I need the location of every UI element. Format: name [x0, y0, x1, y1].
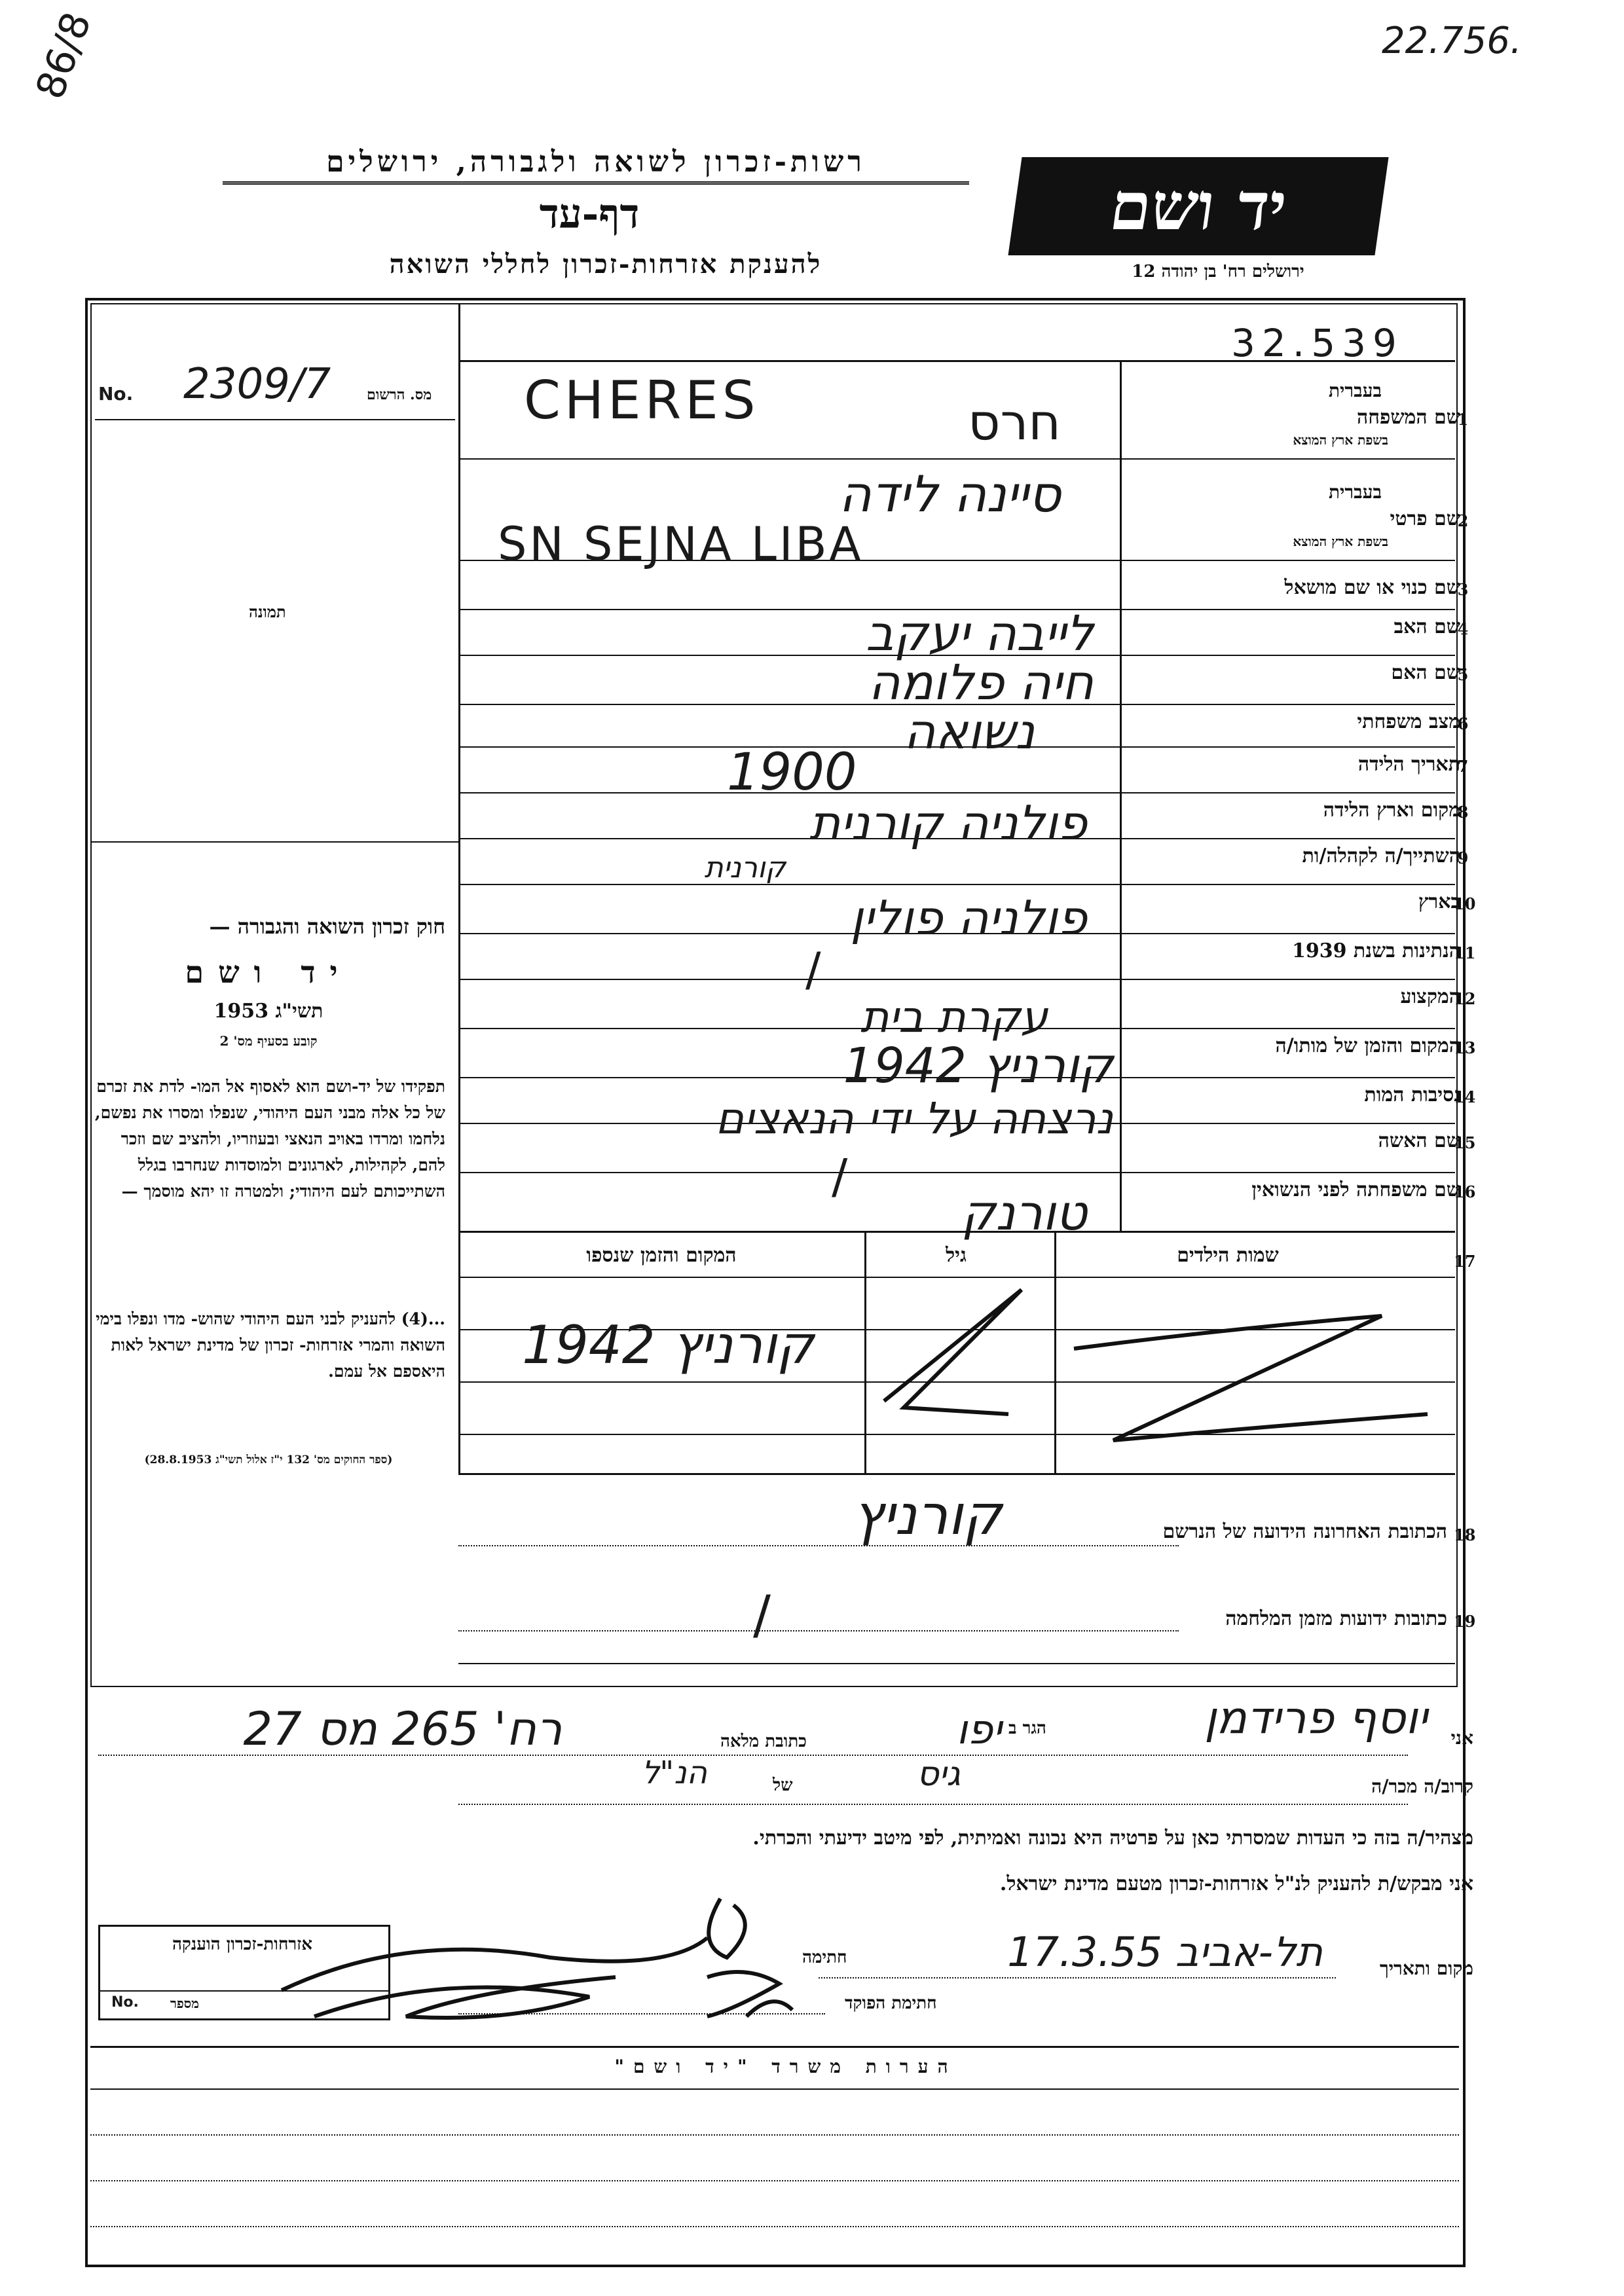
firstname-latin-value[interactable]: SN SEJNA LIBA	[498, 517, 864, 571]
notes-line-4	[90, 2226, 1459, 2227]
row10-number: 10	[1454, 894, 1476, 913]
law-clause: ...(4) להעניק לבני העם היהודי שהוש- מדו ונפלו בימי השואה והמרי אזרחות- זכרון של מדינת ישראל לאות היאספם אל עמם.	[96, 1309, 445, 1381]
row1-origin-label: בשפת ארץ המוצא	[1293, 432, 1388, 448]
row8-label: מקום וארץ הלידה	[1323, 799, 1460, 822]
citizenship-no-label: No.	[111, 1994, 139, 2011]
row12-label: המקצוע	[1400, 985, 1460, 1008]
children-place-header: המקום והזמן שנספו	[586, 1244, 737, 1267]
of-label: של	[773, 1776, 793, 1795]
declaration-ani: אני	[1450, 1727, 1473, 1749]
photo-label: תמונה	[249, 602, 286, 621]
surname-latin-value[interactable]: CHERES	[524, 370, 760, 431]
wartime-address-value[interactable]: /	[753, 1584, 771, 1645]
row8-number: 8	[1457, 803, 1469, 822]
firstname-hebrew-value[interactable]: סיינה לידה	[839, 465, 1061, 523]
wife-name-value[interactable]: /	[832, 1149, 848, 1204]
row2-number: 2	[1457, 511, 1469, 530]
law-name: יד ושם	[185, 955, 352, 990]
row19-line	[458, 1630, 1179, 1631]
office-notes-title: הערות משרד "יד ושם"	[614, 2056, 957, 2077]
notes-line-2	[90, 2134, 1459, 2136]
row1-hebrew-label: בעברית	[1328, 380, 1382, 401]
children-place-time-value[interactable]: קורניץ 1942	[522, 1315, 814, 1376]
officer-signature-label: חתימת הפוקד	[845, 1994, 937, 2013]
profession-value[interactable]: עקרת בית	[860, 992, 1048, 1042]
children-age-header: גיל	[946, 1244, 967, 1267]
row9-label: השתייך/ה לקהלה/ות	[1302, 845, 1460, 867]
row6-label: מצב משפחתי	[1357, 710, 1460, 733]
declaration-statement-2: אני מבקש/ת להעניק לנ"ל אזרחות-זכרון מטעם מדינת ישראל.	[999, 1872, 1473, 1895]
row14-number: 14	[1454, 1087, 1476, 1106]
photo-box-bottom	[90, 841, 458, 843]
law-title: חוק זכרון השואה והגבורה —	[209, 914, 445, 939]
mother-name-value[interactable]: חיה פלומה	[868, 655, 1094, 711]
relation-value[interactable]: גיס	[917, 1755, 961, 1794]
law-text: תפקידו של יד-ושם הוא לאסוף אל המו- לדת את זכרם של כל אלה מבני העם היהודי, שנפלו ומסרו את נפשם, נלחמו ומרדו באויב הנאצי ובעוזריו, ולהציב שם וזכר להם, לקהילות, לארגונים ולמוסדות שנחרבו בגלל השתייכותם לעם היהודי; ולמטרה זו יהא מוסמך —	[94, 1077, 445, 1201]
archive-mark-left: 86/8	[27, 6, 101, 105]
row15-rule	[458, 1172, 1455, 1173]
row2-label: שם פרטי	[1390, 507, 1460, 530]
row11-number: 11	[1454, 943, 1476, 962]
declarant-name[interactable]: יוסף פרידמן	[1204, 1692, 1428, 1744]
birth-place-value[interactable]: פולניה קורנית	[809, 795, 1087, 850]
birth-date-value[interactable]: 1900	[727, 743, 857, 802]
form-subtitle: להענקת אזרחות-זכרון לחללי השואה	[389, 249, 822, 280]
children-top-line	[458, 1231, 1455, 1233]
last-address-value[interactable]: קורניץ	[853, 1483, 1002, 1547]
of-value[interactable]: הנ"ל	[642, 1755, 707, 1791]
notes-line-1	[90, 2088, 1459, 2090]
row2-hebrew-label: בעברית	[1328, 481, 1382, 503]
row5-number: 5	[1457, 665, 1469, 684]
declaration-statement-1: מצהיר/ה בזה כי העדות שמסרתי כאן על פרטיה היא נכונה ואמיתית, לפי מיטב ידיעתי והכרתי.	[752, 1827, 1473, 1850]
row16-number: 16	[1454, 1182, 1476, 1201]
row7-label: תאריך הלידה	[1357, 753, 1460, 776]
registration-number-label: מס. הרשום	[367, 386, 432, 403]
row5-label: שם האם	[1391, 661, 1460, 684]
form-title: דף-עד	[539, 190, 640, 238]
last-address-label: הכתובת האחרונה הידועה של הנרשם	[1162, 1520, 1447, 1543]
citizenship-box-line	[98, 1990, 390, 1992]
wartime-address-label: כתובות ידועות מזמן המלחמה	[1225, 1607, 1447, 1630]
citizenship-number-label: מספר	[170, 1995, 199, 2011]
row3-label: שם כנוי או שם מושאל	[1284, 576, 1460, 599]
children-names-header: שמות הילדים	[1177, 1244, 1279, 1267]
law-reference: (ספר החוקים מס' 132 י"ז אלול תשי"ג 28.8.1953)	[144, 1453, 393, 1467]
row9-rule	[458, 884, 1455, 885]
row1-number: 1	[1457, 410, 1469, 429]
row19-line-2	[458, 1663, 1455, 1664]
notes-line-3	[90, 2180, 1459, 2181]
reg-underline	[95, 419, 455, 420]
citizenship-box-title: אזרחות-זכרון הוענקה	[172, 1935, 313, 1954]
yad-vashem-logo: יד ושם	[1008, 157, 1388, 255]
row17-number: 17	[1454, 1252, 1476, 1271]
signature-label: חתימה	[802, 1948, 847, 1967]
divider-label-column	[1120, 360, 1122, 1231]
row12-number: 12	[1454, 989, 1476, 1008]
row7-number: 7	[1457, 757, 1469, 776]
signature-line	[819, 1977, 1336, 1978]
row18-number: 18	[1454, 1525, 1476, 1544]
no-label: No.	[98, 383, 134, 405]
row18-line	[458, 1545, 1179, 1546]
row16-label: שם משפחתה לפני הנשואין	[1251, 1178, 1460, 1201]
maiden-name-value[interactable]: טורנק	[961, 1185, 1087, 1241]
row13-label: המקום והזמן של מותו/ה	[1275, 1034, 1460, 1057]
notes-top-line	[90, 2046, 1459, 2048]
divider-left-column	[458, 303, 460, 1475]
row6-number: 6	[1457, 714, 1469, 733]
father-name-value[interactable]: לייבה יעקב	[866, 606, 1094, 662]
row19-number: 19	[1454, 1612, 1476, 1631]
resides-label: הגר ב	[1008, 1719, 1046, 1738]
top-strip-line	[458, 360, 1455, 362]
marital-status-value[interactable]: נשואה	[903, 704, 1035, 760]
row11-label: הנתינות בשנת 1939	[1291, 939, 1460, 962]
row15-label: שם האשה	[1378, 1129, 1460, 1152]
law-section: קובע בסעיף מס' 2	[219, 1033, 318, 1049]
place-date-label: מקום ותאריך	[1379, 1958, 1473, 1979]
row9-number: 9	[1457, 848, 1469, 867]
row1-rule	[458, 458, 1455, 460]
death-circumstances-value[interactable]: נרצחה על ידי הנאצים	[715, 1093, 1113, 1144]
surname-hebrew-value[interactable]: חרס	[968, 393, 1061, 451]
header-address: ירושלים רח' בן יהודה 12	[1132, 262, 1304, 282]
row15-number: 15	[1454, 1133, 1476, 1152]
row13-number: 13	[1454, 1038, 1476, 1057]
place-date-value[interactable]: תל-אביב 17.3.55	[1007, 1928, 1323, 1976]
country-value[interactable]: פולניה פולין	[850, 890, 1087, 945]
full-address-value[interactable]: רח' 265 מס 27	[243, 1702, 563, 1756]
row2-origin-label: בשפת ארץ המוצא	[1293, 534, 1388, 549]
children-strike-marks	[864, 1277, 1454, 1473]
row11-rule	[458, 979, 1455, 980]
law-year: תשי"ג 1953	[213, 1000, 323, 1023]
authority-heading: רשות-זכרון לשואה ולגבורה, ירושלים	[223, 145, 969, 185]
row10-label: בארץ	[1418, 890, 1460, 913]
row1-label: שם המשפחה	[1356, 406, 1460, 429]
row14-label: נסיבות המות	[1364, 1084, 1460, 1106]
community-value[interactable]: קורנית	[704, 851, 786, 884]
registration-number[interactable]: 2309/7	[183, 360, 331, 409]
row3-number: 3	[1457, 580, 1469, 599]
death-place-time-value[interactable]: קורניץ 1942	[843, 1038, 1113, 1094]
archive-mark-right: 22.756.	[1382, 20, 1522, 62]
citizenship-1939-value[interactable]: /	[805, 943, 821, 996]
relation-label: קרוב/ה מכר/ה	[1371, 1776, 1473, 1797]
row4-label: שם האב	[1393, 615, 1460, 638]
row4-number: 4	[1457, 619, 1469, 638]
row7-rule	[458, 792, 1455, 793]
top-number: 32.539	[1231, 321, 1403, 365]
children-bottom-line	[458, 1473, 1455, 1475]
full-address-label: כתובת מלאה	[720, 1732, 807, 1751]
declarant-city[interactable]: יפו	[956, 1705, 1002, 1753]
declaration-line-1	[98, 1755, 1408, 1756]
declaration-line-2	[458, 1804, 1408, 1805]
